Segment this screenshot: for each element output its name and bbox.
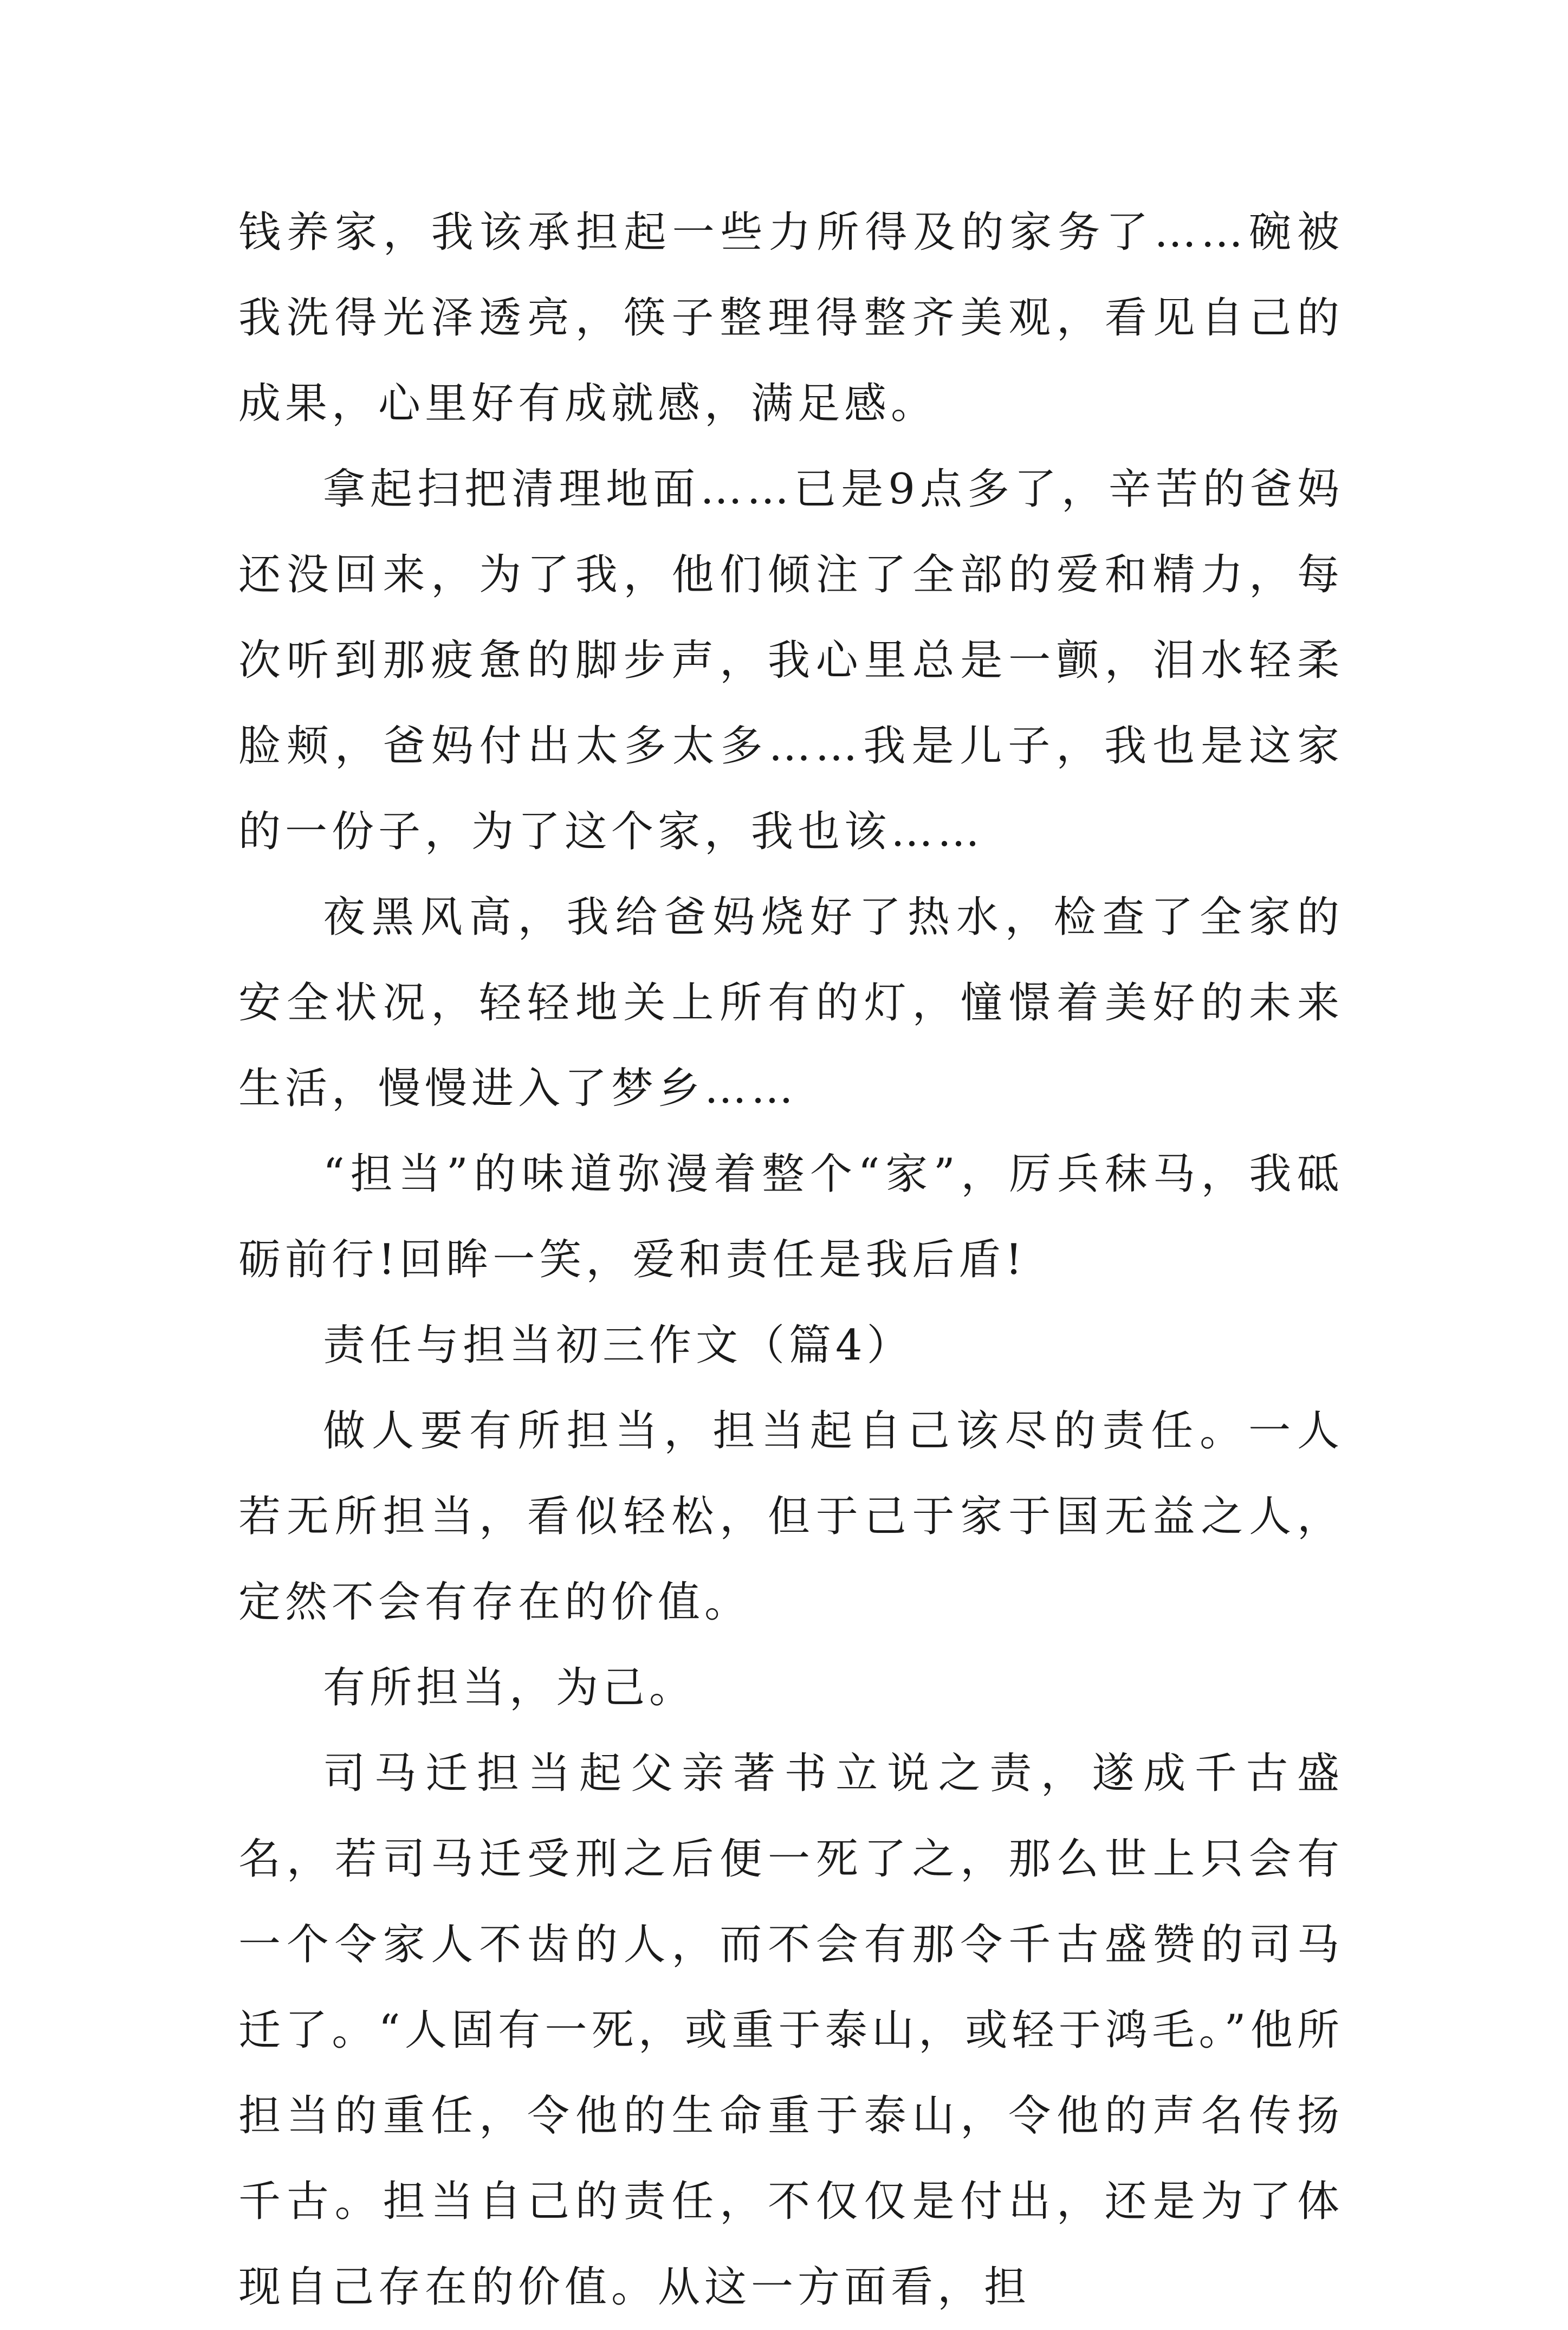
paragraph-4: “担当”的味道弥漫着整个“家”，厉兵秣马，我砥砺前行!回眸一笑，爱和责任是我后盾!	[238, 1150, 1344, 1284]
document-body	[238, 190, 1344, 2330]
paragraph-6: 有所担当，为己。	[323, 1664, 696, 1712]
paragraph-7: 司马迁担当起父亲著书立说之责，遂成千古盛名，若司马迁受刑之后便一死了之，那么世上只会有一个令家人不齿的人，而不会有那令千古盛赞的司马迁了。“人固有一死，或重于泰山，或轻于鸿毛。”他所担当的重任，令他的生命重于泰山，令他的声名传扬千古。担当自己的责任，不仅仅是付出，还是为了体现自己存在的价值。从这一方面看，担	[238, 1749, 1344, 2312]
paragraph-5: 做人要有所担当，担当起自己该尽的责任。一人若无所担当，看似轻松，但于己于家于国无益之人，定然不会有存在的价值。	[238, 1407, 1344, 1627]
paragraph-1: 钱养家，我该承担起一些力所得及的家务了……碗被我洗得光泽透亮，筷子整理得整齐美观，看见自己的成果，心里好有成就感，满足感。	[238, 208, 1344, 428]
paragraph-2: 拿起扫把清理地面……已是9点多了，辛苦的爸妈还没回来，为了我，他们倾注了全部的爱和精力，每次听到那疲惫的脚步声，我心里总是一颤，泪水轻柔脸颊，爸妈付出太多太多……我是儿子，我也是这家的一份子，为了这个家，我也该……	[238, 465, 1344, 856]
paragraph-3: 夜黑风高，我给爸妈烧好了热水，检查了全家的安全状况，轻轻地关上所有的灯，憧憬着美好的未来生活，慢慢进入了梦乡……	[238, 893, 1344, 1113]
section-heading: 责任与担当初三作文（篇4）	[323, 1321, 913, 1370]
